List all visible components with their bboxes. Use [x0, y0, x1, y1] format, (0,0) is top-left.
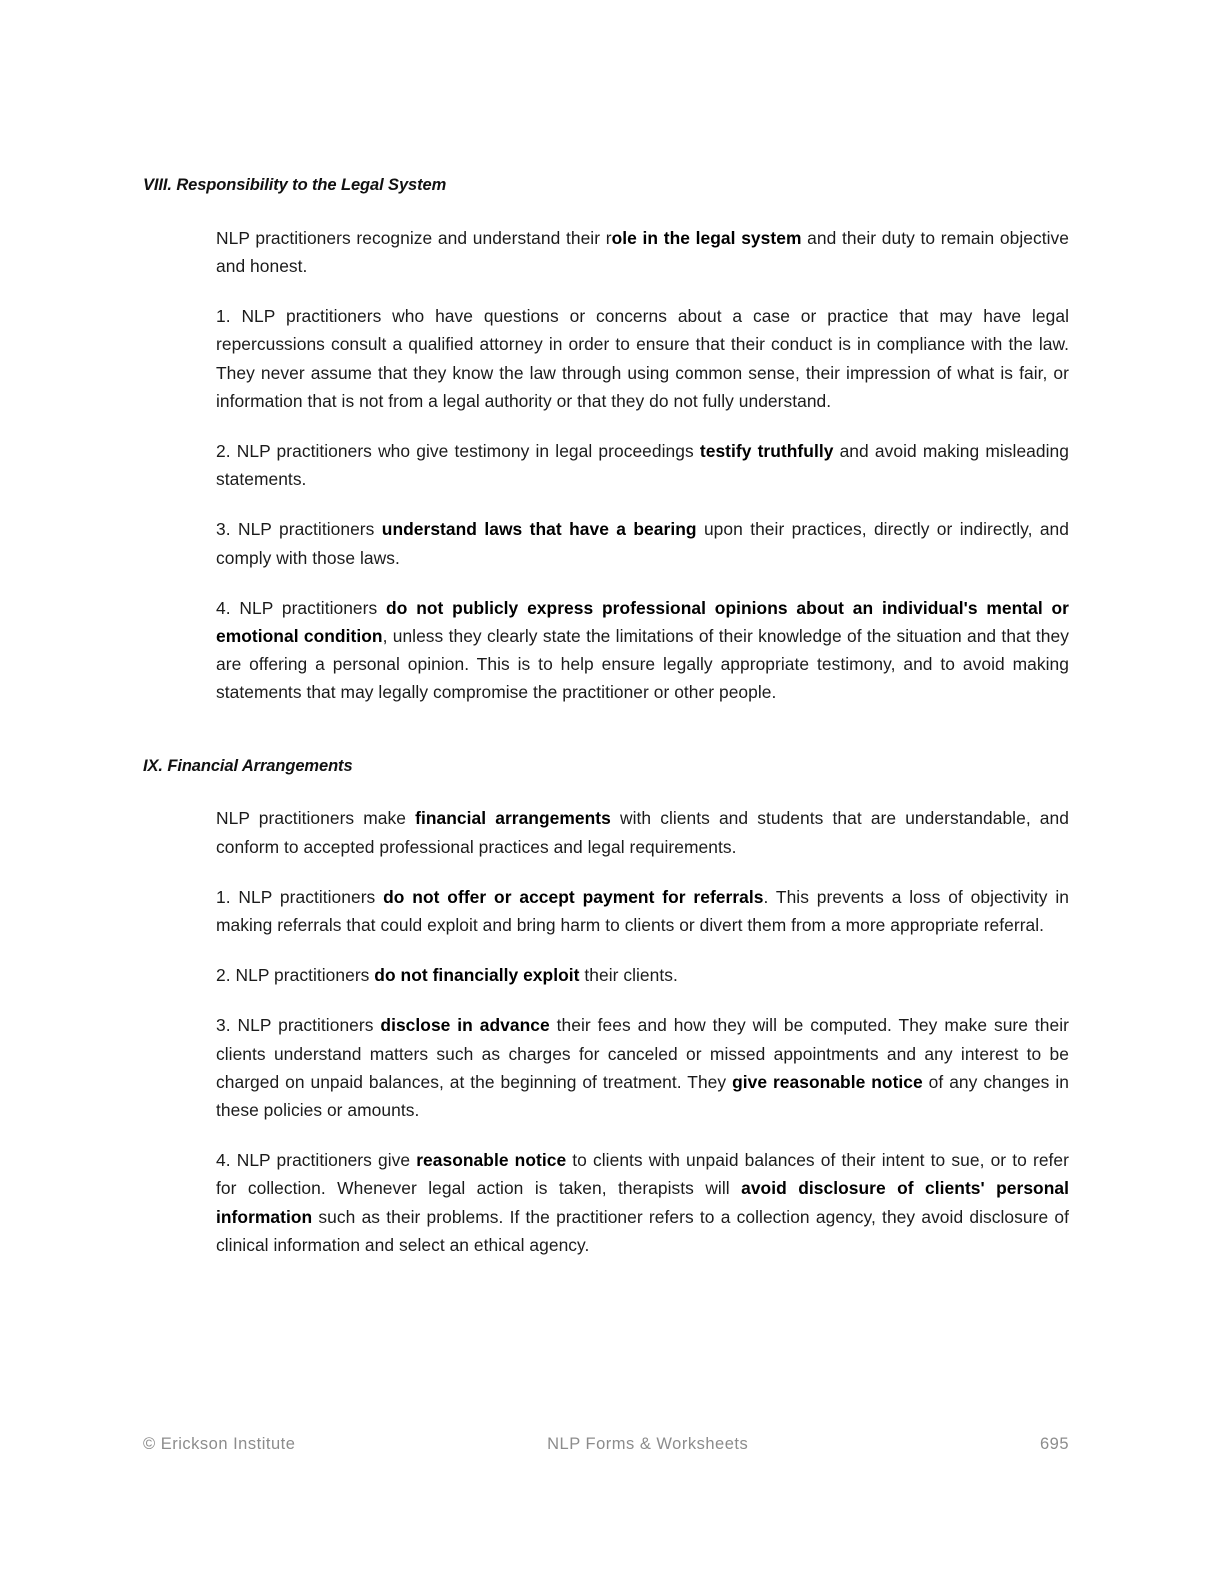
- body-text: 2. NLP practitioners who give testimony in legal proceedings: [216, 441, 700, 462]
- body-text: such as their problems. If the practitioner refers to a collection agency, they avoid disclosure of clinical information and select an ethical agency.: [216, 1206, 1069, 1255]
- body-text: and avoid making misleading statements.: [216, 441, 1069, 490]
- paragraph-viii-intro: [216, 224, 1069, 280]
- emphasis-text: do not financially exploit: [374, 965, 580, 986]
- body-text: 4. NLP practitioners give: [216, 1150, 417, 1171]
- section-heading-ix: IX. Financial Arrangements: [143, 756, 353, 775]
- body-text: NLP practitioners make: [216, 808, 416, 829]
- paragraph-ix-2: [216, 961, 1069, 989]
- body-text: 1. NLP practitioners who have questions or concerns about a case or practice that may have legal repercussions consult a qualified attorney in order to ensure that their conduct is in compliance with the law. They never assume that they know the law through using common sense, their impression of what is fair, or information that is not from a legal authority or that they do not fully understand.: [216, 306, 1069, 411]
- emphasis-text: financial arrangements: [415, 808, 611, 829]
- paragraph-viii-2: [216, 437, 1069, 493]
- paragraph-ix-1: [216, 883, 1069, 939]
- emphasis-text: disclose in advance: [380, 1015, 550, 1036]
- footer-page-number: 695: [1039, 1435, 1069, 1453]
- body-text: upon their practices, directly or indirectly, and comply with those laws.: [216, 519, 1070, 568]
- emphasis-text: ole in the legal system: [611, 227, 802, 248]
- body-text: 1. NLP practitioners: [216, 886, 384, 907]
- paragraph-ix-3: [216, 1011, 1069, 1124]
- body-text: to clients with unpaid balances of their intent to sue, or to refer for collection. Whenever legal action is taken, therapists will: [216, 1150, 1069, 1199]
- body-text: and their duty to remain objective and honest.: [216, 227, 1069, 276]
- footer-copyright: © Erickson Institute: [143, 1435, 296, 1453]
- footer-title: NLP Forms & Worksheets: [547, 1435, 749, 1453]
- body-text: NLP practitioners recognize and understand their r: [216, 227, 612, 248]
- paragraph-viii-1: [216, 302, 1069, 415]
- page-content: [143, 176, 1069, 1259]
- emphasis-text: do not publicly express professional opinions about an individual's mental or emotional condition: [216, 597, 1070, 647]
- paragraph-viii-4: [216, 594, 1069, 707]
- paragraph-ix-4: [216, 1146, 1069, 1259]
- page-footer: [143, 1435, 1069, 1454]
- body-text: of any changes in these policies or amounts.: [216, 1071, 1069, 1121]
- paragraph-viii-3: [216, 515, 1069, 571]
- emphasis-text: avoid disclosure of clients' personal information: [216, 1178, 1069, 1227]
- emphasis-text: reasonable notice: [416, 1150, 567, 1171]
- emphasis-text: do not offer or accept payment for referrals: [383, 886, 764, 907]
- emphasis-text: testify truthfully: [699, 441, 834, 462]
- section-body-viii: [216, 224, 1069, 707]
- body-text: their fees and how they will be computed. They make sure their clients understand matters such as charges for canceled or missed appointments and any interest to be charged on unpaid balances, at the beginning of treatment. They: [216, 1015, 1069, 1092]
- body-text: with clients and students that are understandable, and conform to accepted professional practices and legal requirements.: [216, 808, 1069, 857]
- body-text: 3. NLP practitioners: [216, 519, 382, 540]
- section-heading-viii: VIII. Responsibility to the Legal System: [143, 176, 447, 194]
- body-text: , unless they clearly state the limitations of their knowledge of the situation and that they are offering a personal opinion. This is to help ensure legally appropriate testimony, and to avoid making statements that may legally compromise the practitioner or other people.: [216, 626, 1069, 703]
- body-text: 4. NLP practitioners: [216, 597, 387, 618]
- body-text: . This prevents a loss of objectivity in making referrals that could exploit and bring harm to clients or divert them from a more appropriate referral.: [216, 886, 1069, 936]
- body-text: their clients.: [579, 965, 678, 986]
- paragraph-ix-intro: [216, 804, 1069, 860]
- emphasis-text: understand laws that have a bearing: [381, 519, 697, 540]
- body-text: 2. NLP practitioners: [216, 965, 375, 986]
- body-text: 3. NLP practitioners: [216, 1015, 381, 1036]
- section-body-ix: [216, 804, 1069, 1259]
- emphasis-text: give reasonable notice: [732, 1071, 923, 1092]
